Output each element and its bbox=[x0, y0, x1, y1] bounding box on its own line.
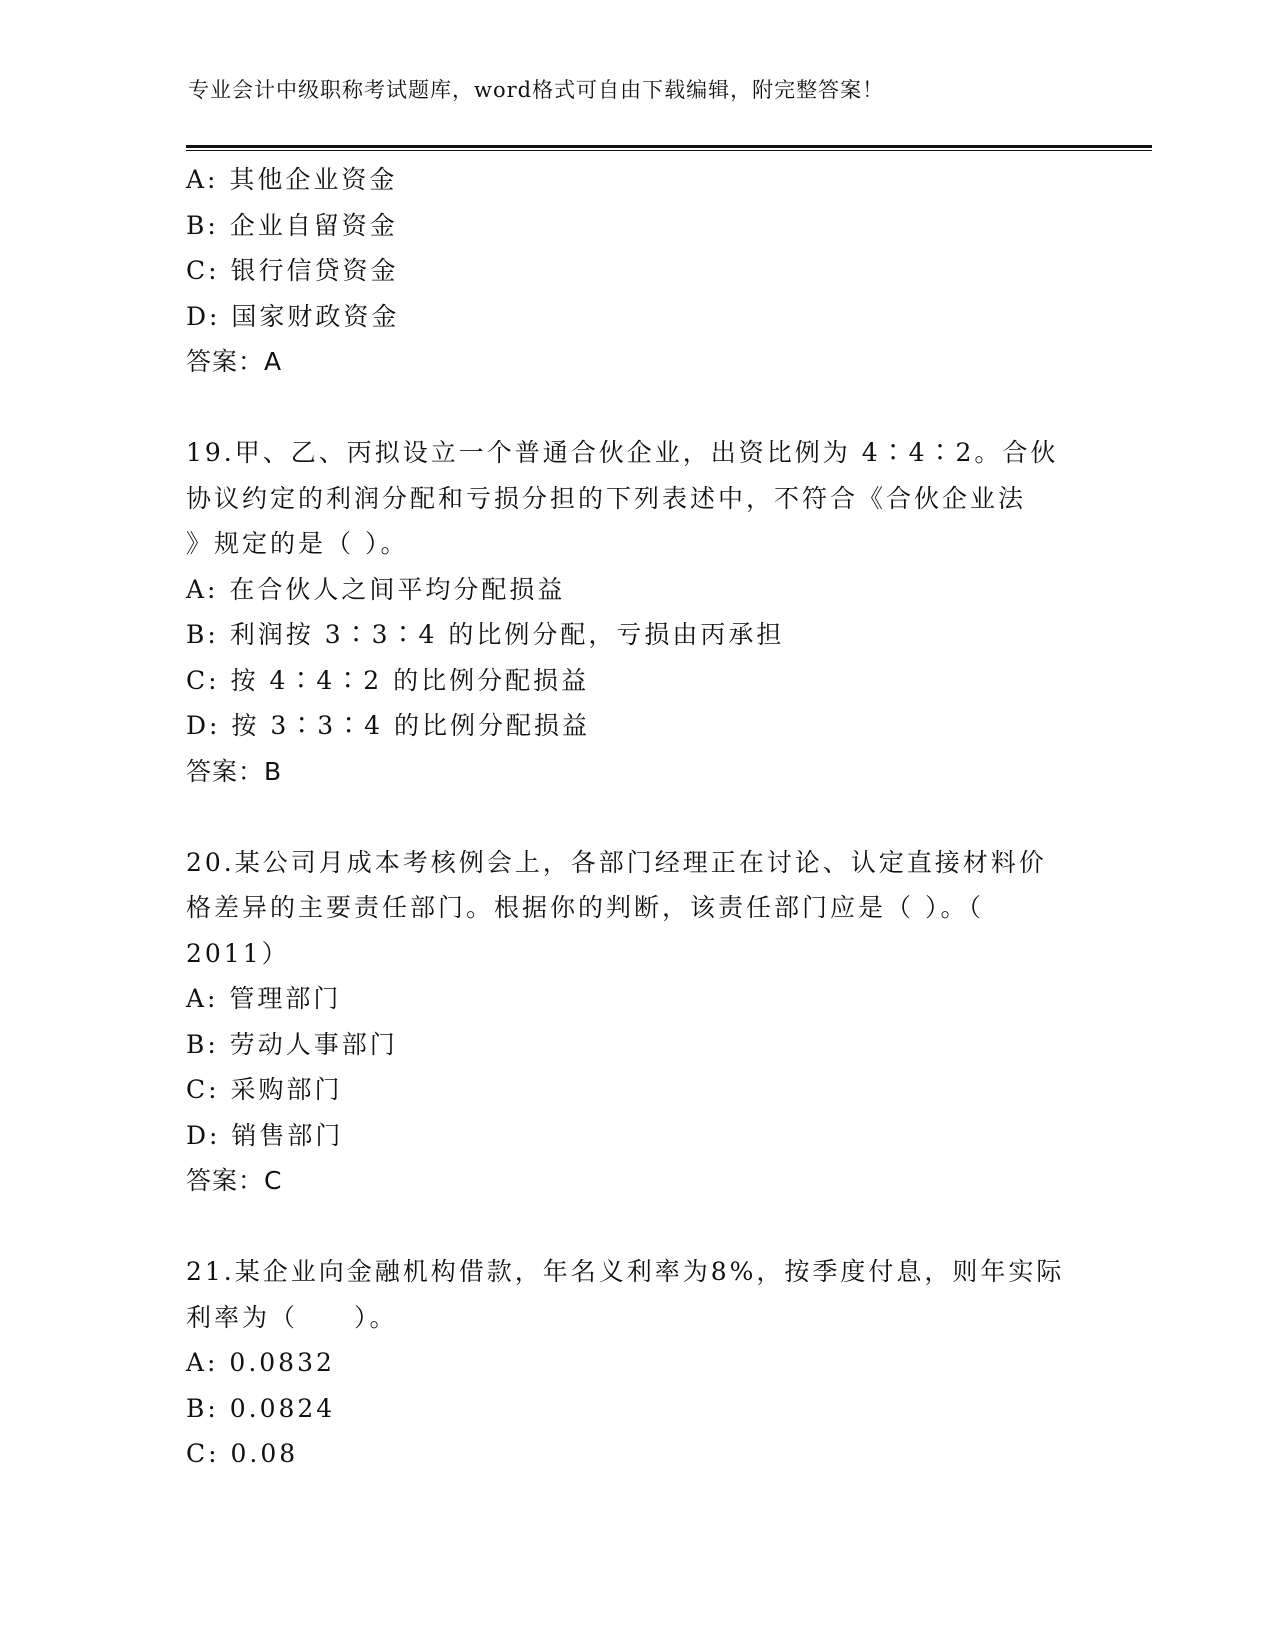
question-stem-line: 格差异的主要责任部门。根据你的判断，该责任部门应是（ ）。（ bbox=[186, 893, 984, 922]
option-c: C: 0.08 bbox=[186, 1439, 299, 1468]
header-divider bbox=[186, 145, 1152, 148]
question-stem-line: 20.某公司月成本考核例会上，各部门经理正在讨论、认定直接材料价 bbox=[186, 847, 1047, 877]
question-stem-line: 》规定的是（ ）。 bbox=[186, 529, 409, 558]
option-c: C: 按 4∶4∶2 的比例分配损益 bbox=[186, 665, 590, 695]
option-b: B: 利润按 3∶3∶4 的比例分配，亏损由丙承担 bbox=[186, 620, 785, 649]
page-header: 专业会计中级职称考试题库，word格式可自由下载编辑，附完整答案！ bbox=[188, 78, 885, 102]
option-d: D: 销售部门 bbox=[186, 1120, 344, 1150]
option-d: D: 按 3∶3∶4 的比例分配损益 bbox=[186, 711, 591, 740]
option-b: B: 企业自留资金 bbox=[186, 210, 398, 240]
option-b: B: 劳动人事部门 bbox=[186, 1029, 398, 1059]
option-b: B: 0.0824 bbox=[186, 1393, 336, 1423]
question-stem-line: 21.某企业向金融机构借款，年名义利率为8%，按季度付息，则年实际 bbox=[186, 1257, 1065, 1286]
question-stem-line: 19.甲、乙、丙拟设立一个普通合伙企业，出资比例为 4∶4∶2。合伙 bbox=[186, 438, 1059, 467]
question-19 bbox=[186, 430, 1086, 794]
question-stem-line: 利率为（ ）。 bbox=[186, 1302, 398, 1332]
prev-question bbox=[186, 157, 1086, 385]
question-20 bbox=[186, 840, 1086, 1204]
header-divider-thin bbox=[186, 150, 1152, 151]
option-d: D: 国家财政资金 bbox=[186, 301, 400, 331]
spacer bbox=[186, 385, 1086, 431]
question-stem-line: 2011） bbox=[186, 938, 290, 968]
option-a: A: 其他企业资金 bbox=[186, 165, 398, 194]
question-21 bbox=[186, 1249, 1086, 1477]
spacer bbox=[186, 794, 1086, 840]
option-a: A: 管理部门 bbox=[186, 984, 342, 1013]
option-a: A: 在合伙人之间平均分配损益 bbox=[186, 574, 566, 604]
answer: 答案：C bbox=[186, 1166, 283, 1195]
question-content bbox=[186, 157, 1086, 1477]
option-c: C: 银行信贷资金 bbox=[186, 256, 399, 285]
question-stem-line: 协议约定的利润分配和亏损分担的下列表述中，不符合《合伙企业法 bbox=[186, 483, 1027, 513]
spacer bbox=[186, 1204, 1086, 1250]
answer: 答案：B bbox=[186, 756, 283, 786]
option-a: A: 0.0832 bbox=[186, 1348, 335, 1377]
answer: 答案：A bbox=[186, 347, 283, 376]
option-c: C: 采购部门 bbox=[186, 1075, 343, 1104]
